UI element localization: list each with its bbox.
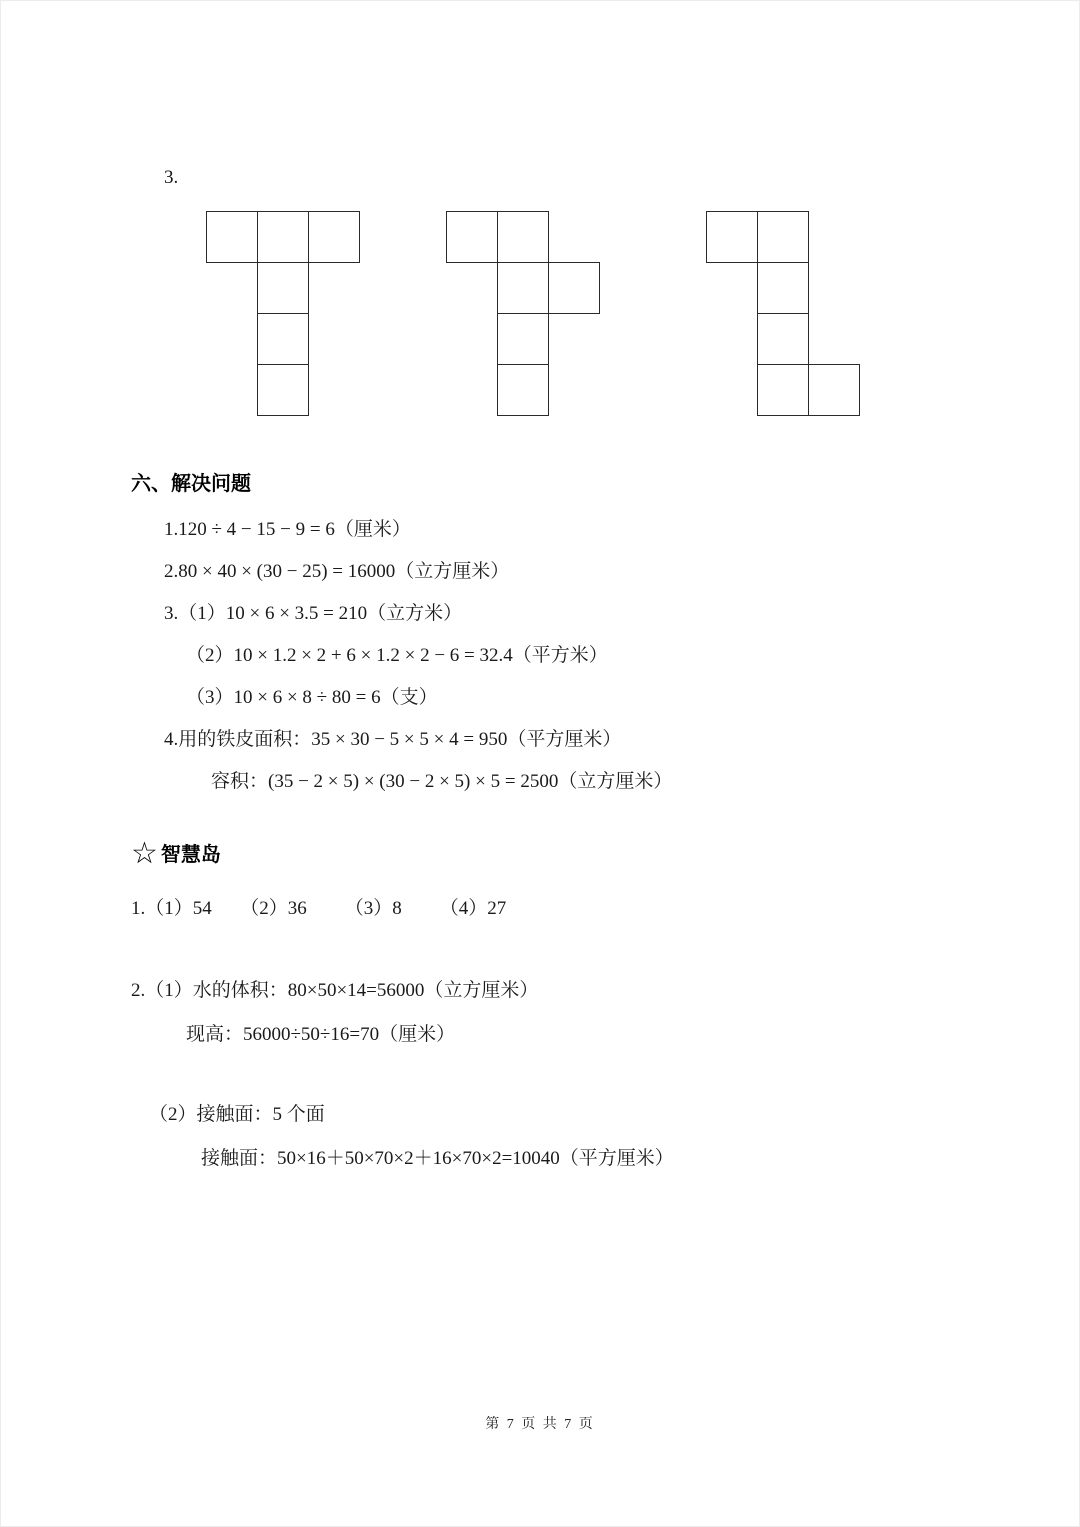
section-wisdom-island <box>131 836 1041 1181</box>
answer-line-2: 2.80 × 40 × (30 − 25) = 16000（立方厘米） <box>164 561 510 582</box>
section-solving-problems <box>131 471 1041 803</box>
net-square <box>257 262 309 314</box>
net-square <box>497 262 549 314</box>
answer-line-3: 3.（1）10 × 6 × 3.5 = 210（立方米） <box>164 603 463 624</box>
net-square <box>808 364 860 416</box>
net-square <box>757 262 809 314</box>
question-3-label: 3. <box>164 167 179 188</box>
net-square <box>706 211 758 263</box>
answer-line-1: 1.120 ÷ 4 − 15 − 9 = 6（厘米） <box>164 519 411 540</box>
wisdom-answer-line-2: 2.（1）水的体积：80×50×14=56000（立方厘米） <box>131 980 539 1001</box>
net-square <box>497 313 549 365</box>
net-square <box>757 211 809 263</box>
wisdom-answer-line-5: 接触面：50×16＋50×70×2＋16×70×2=10040（平方厘米） <box>201 1148 674 1169</box>
net-square <box>497 211 549 263</box>
section-6-answers <box>131 509 1041 803</box>
wisdom-answer-line-3: 现高：56000÷50÷16=70（厘米） <box>186 1024 456 1045</box>
answer-line-4: （2）10 × 1.2 × 2 + 6 × 1.2 × 2 − 6 = 32.4（平方米） <box>186 645 608 666</box>
net-square <box>257 211 309 263</box>
net-square <box>757 364 809 416</box>
star-icon: ☆ <box>131 836 158 871</box>
wisdom-answer-line-4: （2）接触面：5 个面 <box>149 1104 325 1125</box>
net-square <box>548 262 600 314</box>
net-square <box>497 364 549 416</box>
net-square <box>257 313 309 365</box>
wisdom-island-title: 智慧岛 <box>160 844 221 866</box>
net-square <box>446 211 498 263</box>
net-square <box>757 313 809 365</box>
net-square <box>257 364 309 416</box>
page-footer: 第 7 页 共 7 页 <box>485 1417 595 1432</box>
answer-line-5: （3）10 × 6 × 8 ÷ 80 = 6（支） <box>186 687 438 708</box>
wisdom-island-answers <box>131 887 1041 1181</box>
wisdom-island-heading <box>131 836 1041 871</box>
wisdom-answer-line-1: 1.（1）54 （2）36 （3）8 （4）27 <box>131 898 507 919</box>
net-square <box>206 211 258 263</box>
section-6-heading: 六、解决问题 <box>131 473 251 495</box>
answer-line-6: 4.用的铁皮面积：35 × 30 − 5 × 5 × 4 = 950（平方厘米） <box>164 729 622 750</box>
answer-line-7: 容积：(35 − 2 × 5) × (30 − 2 × 5) × 5 = 2500（立方厘米） <box>211 771 673 792</box>
net-square <box>308 211 360 263</box>
